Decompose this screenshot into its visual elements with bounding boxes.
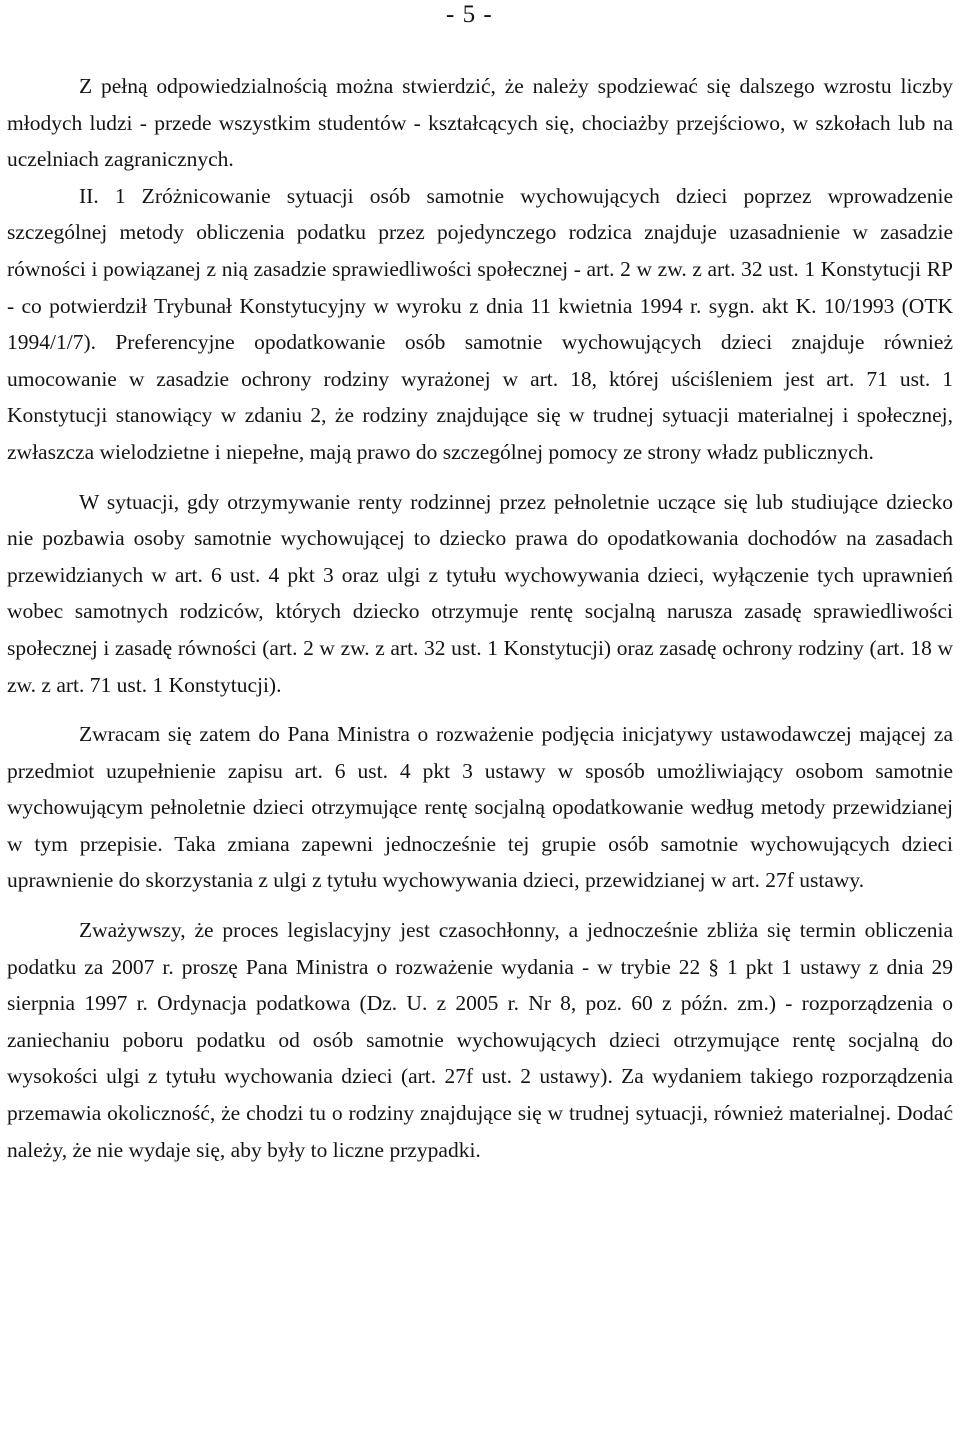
page-number: - 5 - — [446, 1, 493, 28]
paragraph-1: Z pełną odpowiedzialnością można stwierdzić, że należy spodziewać się dalszego wzrostu liczby młodych ludzi - przede wszystkim studentów - kształcących się, chociażby przejściowo, w szkołach lub na uczelniach zagranicznych. — [7, 74, 953, 172]
document-body — [7, 68, 953, 1168]
paragraph-2: II. 1 Zróżnicowanie sytuacji osób samotnie wychowujących dzieci poprzez wprowadzenie szczególnej metody obliczenia podatku przez pojedynczego rodzica znajduje uzasadnienie w zasadzie równości i powiązanej z nią zasadzie sprawiedliwości społecznej - art. 2 w zw. z art. 32 ust. 1 Konstytucji RP - co potwierdził Trybunał Konstytucyjny w wyroku z dnia 11 kwietnia 1994 r. sygn. akt K. 10/1993 (OTK 1994/1/7). Preferencyjne opodatkowanie osób samotnie wychowujących dzieci znajduje również umocowanie w zasadzie ochrony rodziny wyrażonej w art. 18, której uściśleniem jest art. 71 ust. 1 Konstytucji stanowiący w zdaniu 2, że rodziny znajdujące się w trudnej sytuacji materialnej i społecznej, zwłaszcza wielodzietne i niepełne, mają prawo do szczególnej pomocy ze strony władz publicznych. — [7, 183, 953, 464]
paragraph-5: Zważywszy, że proces legislacyjny jest czasochłonny, a jednocześnie zbliża się termin obliczenia podatku za 2007 r. proszę Pana Ministra o rozważenie wydania - w trybie 22 § 1 pkt 1 ustawy z dnia 29 sierpnia 1997 r. Ordynacja podatkowa (Dz. U. z 2005 r. Nr 8, poz. 60 z późn. zm.) - rozporządzenia o zaniechaniu poboru podatku od osób samotnie wychowujących dzieci otrzymujące rentę socjalną do wysokości ulgi z tytułu wychowania dzieci (art. 27f ust. 2 ustawy). Za wydaniem takiego rozporządzenia przemawia okoliczność, że chodzi tu o rodziny znajdujące się w trudnej sytuacji, również materialnej. Dodać należy, że nie wydaje się, aby były to liczne przypadki. — [7, 918, 953, 1162]
paragraph-4: Zwracam się zatem do Pana Ministra o rozważenie podjęcia inicjatywy ustawodawczej mającej za przedmiot uzupełnienie zapisu art. 6 ust. 4 pkt 3 ustawy w sposób umożliwiający osobom samotnie wychowującym pełnoletnie dzieci otrzymujące rentę socjalną opodatkowanie według metody przewidzianej w tym przepisie. Taka zmiana zapewni jednocześnie tej grupie osób samotnie wychowujących dzieci uprawnienie do skorzystania z ulgi z tytułu wychowywania dzieci, przewidzianej w art. 27f ustawy. — [7, 722, 953, 893]
paragraph-3: W sytuacji, gdy otrzymywanie renty rodzinnej przez pełnoletnie uczące się lub studiujące dziecko nie pozbawia osoby samotnie wychowującej to dziecko prawa do opodatkowania dochodów na zasadach przewidzianych w art. 6 ust. 4 pkt 3 oraz ulgi z tytułu wychowywania dzieci, wyłączenie tych uprawnień wobec samotnych rodziców, których dziecko otrzymuje rentę socjalną narusza zasadę sprawiedliwości społecznej i zasadę równości (art. 2 w zw. z art. 32 ust. 1 Konstytucji) oraz zasadę ochrony rodziny (art. 18 w zw. z art. 71 ust. 1 Konstytucji). — [7, 489, 953, 697]
